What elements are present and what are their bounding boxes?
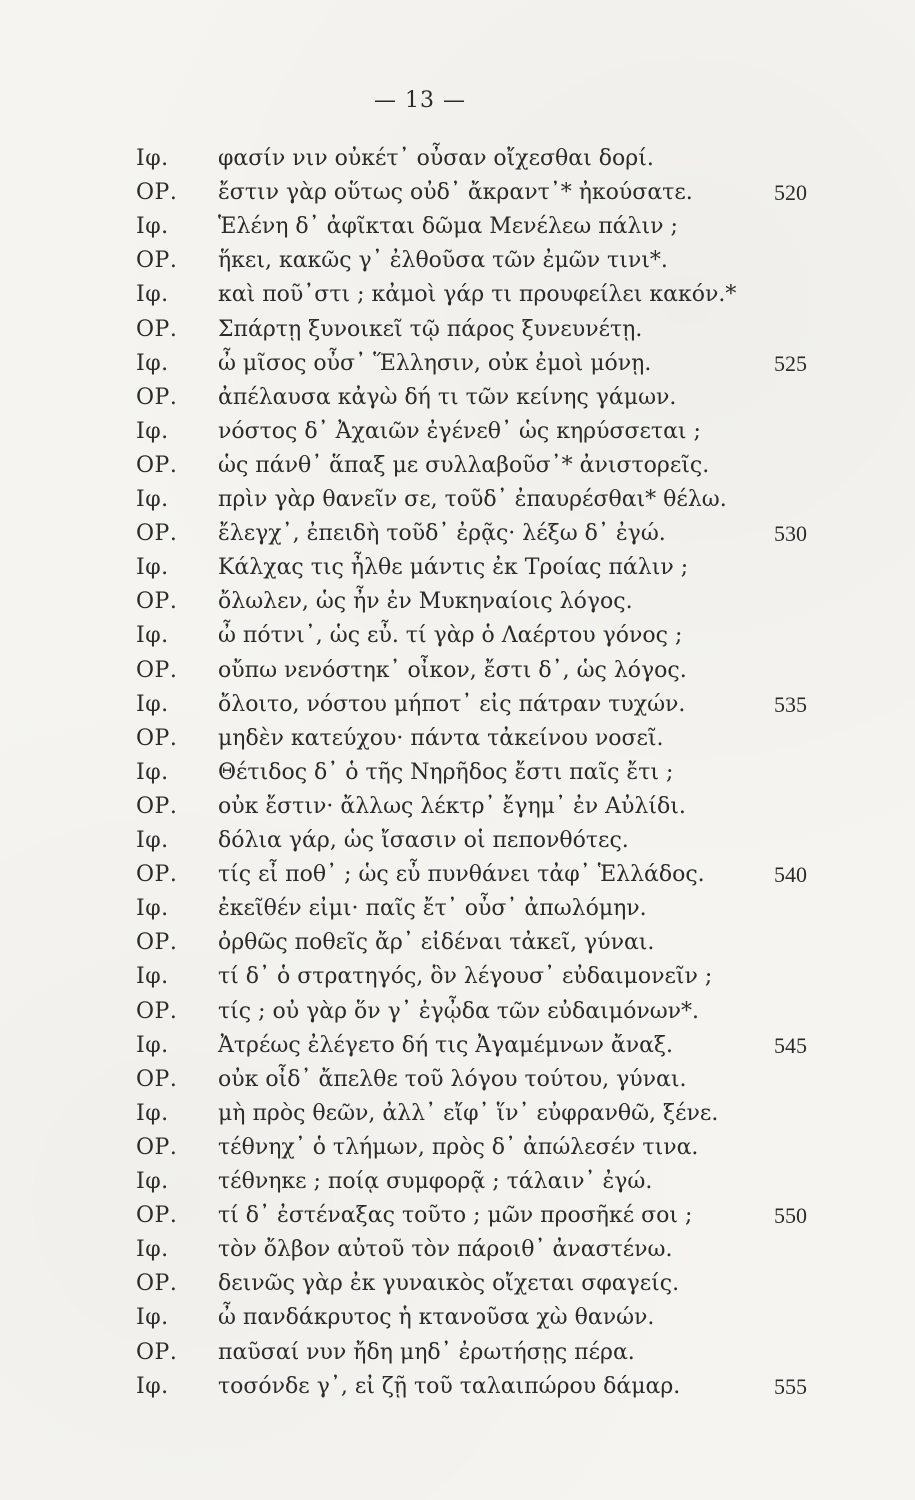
verse-line [0, 1271, 915, 1305]
verse-line [0, 1169, 915, 1203]
speaker-label: Ιφ. [136, 759, 169, 785]
verse-text: Θέτιδος δ᾽ ὁ τῆς Νηρῆδος ἔστι παῖς ἔτι ; [218, 759, 674, 785]
speaker-label: ΟΡ. [136, 1339, 178, 1365]
verse-line [0, 180, 915, 214]
verse-text: τίς ; οὐ γὰρ ὅν γ᾽ ἐγᾦδα τῶν εὐδαιμόνων*. [218, 998, 700, 1024]
speaker-label: ΟΡ. [136, 930, 178, 956]
speaker-label: ΟΡ. [136, 316, 178, 342]
verse-text: τί δ᾽ ἐστέναξας τοῦτο ; μῶν προσῆκέ σοι ; [218, 1203, 693, 1229]
verse-text: ὀρθῶς ποθεῖς ἄρ᾽ εἰδέναι τἀκεῖ, γύναι. [218, 930, 655, 956]
speaker-label: ΟΡ. [136, 1066, 178, 1092]
speaker-label: Ιφ. [136, 1169, 169, 1194]
speaker-label: Ιφ. [136, 1032, 169, 1058]
verse-line [0, 385, 915, 419]
verse-text: παῦσαί νυν ἤδη μηδ᾽ ἐρωτήσῃς πέρα. [218, 1339, 635, 1365]
speaker-label: Ιφ. [136, 828, 169, 853]
verse-line [0, 1340, 915, 1374]
verse-text: τί δ᾽ ὁ στρατηγός, ὃν λέγουσ᾽ εὐδαιμονεῖν ; [218, 964, 713, 990]
speaker-label: Ιφ. [136, 1305, 169, 1331]
speaker-label: ΟΡ. [136, 384, 178, 410]
verse-text: οὐκ οἶδ᾽ ἄπελθε τοῦ λόγου τούτου, γύναι. [218, 1066, 687, 1092]
speaker-label: ΟΡ. [136, 1203, 178, 1229]
verse-text: πρὶν γὰρ θανεῖν σε, τοῦδ᾽ ἐπαυρέσθαι* θέλω. [218, 487, 727, 512]
verse-line [0, 487, 915, 521]
verse-text: ὦ πανδάκρυτος ἡ κτανοῦσα χὼ θανών. [218, 1305, 655, 1331]
verse-line [0, 419, 915, 453]
verse-text: ἐκεῖθέν εἰμι· παῖς ἔτ᾽ οὖσ᾽ ἀπωλόμην. [218, 896, 647, 922]
verse-text: τίς εἶ ποθ᾽ ; ὡς εὖ πυνθάνει τἀφ᾽ Ἑλλάδος. [218, 862, 705, 888]
verse-line [0, 964, 915, 998]
speaker-label: ΟΡ. [136, 793, 178, 819]
line-number: 530 [774, 521, 807, 547]
speaker-label: ΟΡ. [136, 725, 178, 751]
verse-line [0, 828, 915, 862]
verse-text: ἔλεγχ᾽, ἐπειδὴ τοῦδ᾽ ἐρᾷς· λέξω δ᾽ ἐγώ. [218, 521, 666, 547]
verse-text: ὡς πάνθ᾽ ἅπαξ με συλλαβοῦσ᾽* ἀνιστορεῖς. [218, 452, 710, 478]
verse-text: Κάλχας τις ἦλθε μάντις ἐκ Τροίας πάλιν ; [218, 555, 689, 581]
speaker-label: Ιφ. [136, 350, 169, 376]
verse-text: δεινῶς γὰρ ἐκ γυναικὸς οἴχεται σφαγείς. [218, 1271, 680, 1297]
speaker-label: ΟΡ. [136, 657, 178, 683]
speaker-label: Ιφ. [136, 214, 169, 240]
verse-text: ὄλοιτο, νόστου μήποτ᾽ εἰς πάτραν τυχών. [218, 691, 686, 717]
verse-text: οὐκ ἔστιν· ἄλλως λέκτρ᾽ ἔγημ᾽ ἐν Αὐλίδι. [218, 793, 686, 819]
verse-line [0, 930, 915, 964]
verse-line [0, 146, 915, 180]
speaker-label: Ιφ. [136, 1100, 169, 1126]
speaker-label: ΟΡ. [136, 589, 178, 615]
verse-line [0, 214, 915, 248]
verse-line [0, 248, 915, 282]
verse-line [0, 726, 915, 760]
verse-line [0, 351, 915, 385]
verse-text: τέθνηκε ; ποίᾳ συμφορᾷ ; τάλαιν᾽ ἐγώ. [218, 1169, 653, 1194]
page-number: — 13 — [374, 88, 466, 113]
verse-text: οὔπω νενόστηκ᾽ οἶκον, ἔστι δ᾽, ὡς λόγος. [218, 657, 687, 683]
verse-line [0, 862, 915, 896]
verse-text: μηδὲν κατεύχου· πάντα τἀκείνου νοσεῖ. [218, 725, 664, 751]
verse-line [0, 453, 915, 487]
verse-text: τέθνηχ᾽ ὁ τλήμων, πρὸς δ᾽ ἀπώλεσέν τινα. [218, 1134, 699, 1160]
speaker-label: Ιφ. [136, 691, 169, 717]
verse-text: καὶ ποῦ᾽στι ; κἀμοὶ γάρ τι προυφείλει κακόν.* [218, 282, 737, 308]
verse-line [0, 1203, 915, 1237]
speaker-label: Ιφ. [136, 623, 169, 649]
verse-text: ὦ πότνι᾽, ὡς εὖ. τί γὰρ ὁ Λαέρτου γόνος ; [218, 623, 683, 649]
verse-text: τοσόνδε γ᾽, εἰ ζῇ τοῦ ταλαιπώρου δάμαρ. [218, 1373, 681, 1399]
verse-line [0, 623, 915, 657]
line-number: 550 [774, 1203, 807, 1229]
speaker-label: Ιφ. [136, 418, 169, 444]
verse-line [0, 1033, 915, 1067]
line-number: 540 [774, 862, 807, 888]
verse-text: νόστος δ᾽ Ἀχαιῶν ἐγένεθ᾽ ὡς κηρύσσεται ; [218, 418, 701, 444]
verse-line [0, 999, 915, 1033]
speaker-label: ΟΡ. [136, 998, 178, 1024]
verse-line [0, 760, 915, 794]
speaker-label: ΟΡ. [136, 1271, 178, 1297]
verse-text: τὸν ὄλβον αὐτοῦ τὸν πάροιθ᾽ ἀναστένω. [218, 1237, 673, 1263]
verse-line [0, 282, 915, 316]
line-number: 545 [774, 1032, 807, 1058]
verse-text: Σπάρτῃ ξυνοικεῖ τῷ πάρος ξυνευνέτῃ. [218, 316, 643, 342]
speaker-label: Ιφ. [136, 487, 169, 512]
speaker-label: Ιφ. [136, 1237, 169, 1263]
verse-line [0, 658, 915, 692]
line-number: 555 [774, 1373, 807, 1399]
verse-line [0, 317, 915, 351]
speaker-label: Ιφ. [136, 282, 169, 308]
line-number: 520 [774, 180, 807, 206]
verse-text: φασίν νιν οὐκέτ᾽ οὖσαν οἴχεσθαι δορί. [218, 146, 654, 171]
verse-text: ἀπέλαυσα κἀγὼ δή τι τῶν κείνης γάμων. [218, 384, 677, 410]
verse-text: ἔστιν γὰρ οὕτως οὐδ᾽ ἄκραντ᾽* ἠκούσατε. [218, 180, 693, 206]
verse-text: δόλια γάρ, ὡς ἴσασιν οἱ πεπονθότες. [218, 828, 629, 853]
speaker-label: ΟΡ. [136, 862, 178, 888]
speaker-label: ΟΡ. [136, 1134, 178, 1160]
verse-line [0, 555, 915, 589]
verse-line [0, 794, 915, 828]
line-number: 525 [774, 350, 807, 376]
verse-text: μὴ πρὸς θεῶν, ἀλλ᾽ εἴφ᾽ ἵν᾽ εὐφρανθῶ, ξένε. [218, 1100, 719, 1126]
line-number: 535 [774, 691, 807, 717]
verse-line [0, 692, 915, 726]
speaker-label: Ιφ. [136, 555, 169, 581]
verse-line [0, 1237, 915, 1271]
verse-line [0, 1101, 915, 1135]
verse-text: Ἀτρέως ἐλέγετο δή τις Ἀγαμέμνων ἄναξ. [218, 1032, 674, 1058]
verse-line [0, 1374, 915, 1408]
verse-line [0, 1135, 915, 1169]
verse-line [0, 896, 915, 930]
verse-line [0, 589, 915, 623]
speaker-label: Ιφ. [136, 896, 169, 922]
speaker-label: ΟΡ. [136, 180, 178, 206]
speaker-label: Ιφ. [136, 146, 169, 171]
speaker-label: Ιφ. [136, 1373, 169, 1399]
verse-line [0, 521, 915, 555]
verse-line [0, 1305, 915, 1339]
speaker-label: ΟΡ. [136, 452, 178, 478]
verse-line [0, 1067, 915, 1101]
verse-text: ὄλωλεν, ὡς ἦν ἐν Μυκηναίοις λόγος. [218, 589, 633, 615]
verse-text: ὦ μῖσος οὖσ᾽ Ἕλλησιν, οὐκ ἐμοὶ μόνῃ. [218, 350, 652, 376]
speaker-label: Ιφ. [136, 964, 169, 990]
verse-text: Ἑλένη δ᾽ ἀφῖκται δῶμα Μενέλεω πάλιν ; [218, 214, 678, 240]
speaker-label: ΟΡ. [136, 248, 178, 274]
speaker-label: ΟΡ. [136, 521, 178, 547]
verse-text: ἥκει, κακῶς γ᾽ ἐλθοῦσα τῶν ἐμῶν τινι*. [218, 248, 668, 274]
